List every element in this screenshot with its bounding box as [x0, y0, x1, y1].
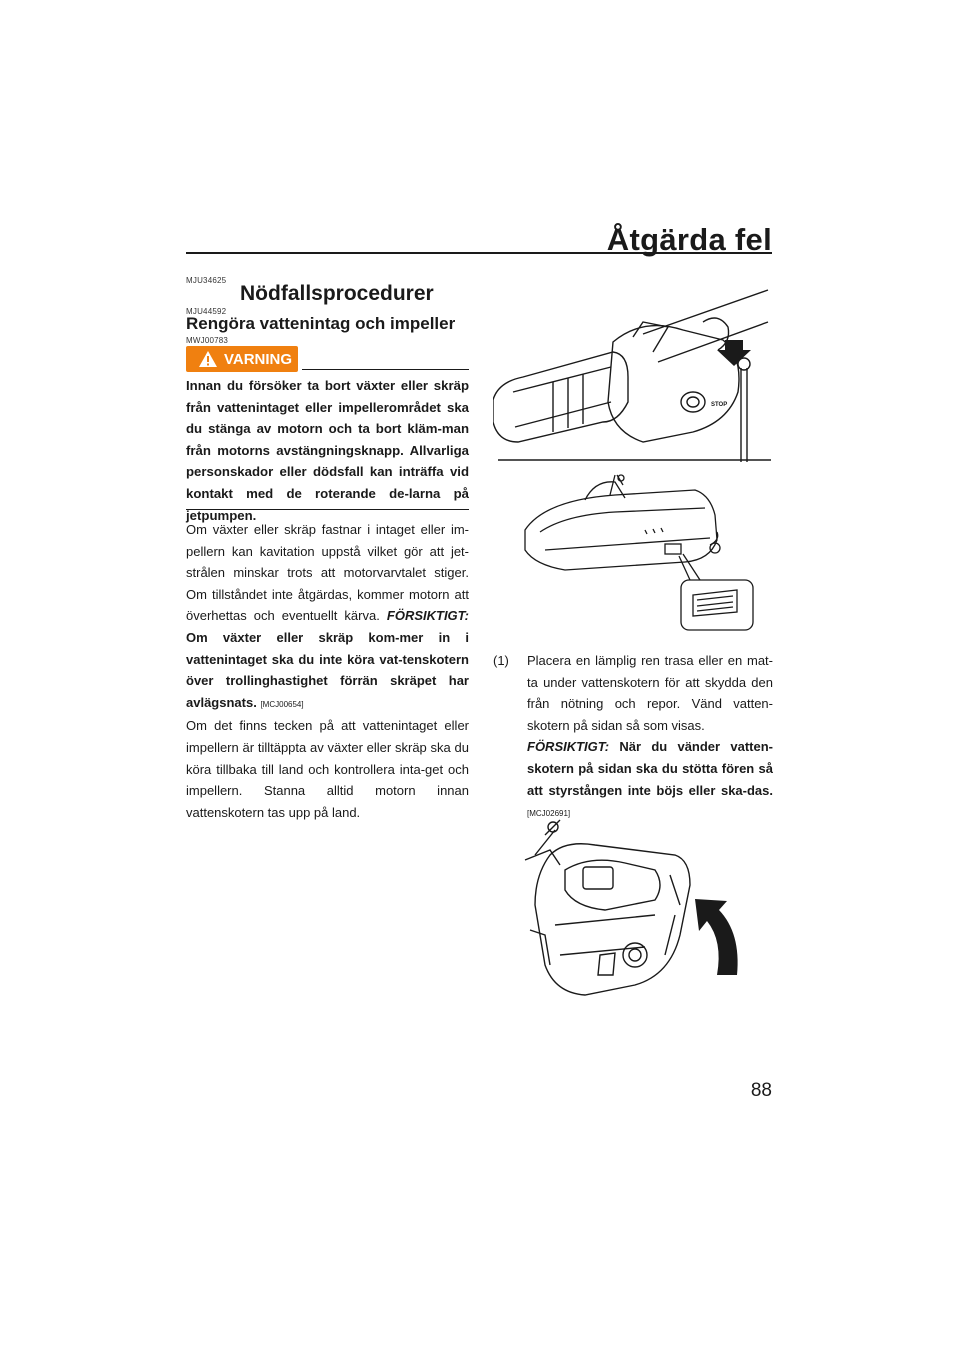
step-1 — [493, 650, 773, 825]
caution-text: Om växter eller skräp kom-mer in i vattenintaget ska du inte köra vat-tenskotern över trollinghastighet förrän skräpet har avlägsnats. — [186, 629, 469, 710]
chapter-title: Åtgärda fel — [606, 222, 772, 257]
body-text — [186, 519, 469, 823]
warning-badge — [186, 346, 298, 372]
body-paragraph-2: Om det finns tecken på att vattenintaget eller impellern är tilltäppta av växter eller skräp ska du köra tillbaka till land och kontrollera inta-get och impellern. Stanna alltid motorn innan vattenskotern tas upp på land. — [186, 718, 469, 820]
subsection-title: Rengöra vattenintag och impeller — [186, 314, 456, 333]
warning-rule-top — [302, 369, 469, 370]
caution-code: [MCJ00654] — [260, 699, 304, 709]
warning-triangle-icon — [198, 350, 218, 368]
page-number: 88 — [750, 1080, 772, 1101]
warning-code: MWJ00783 — [186, 336, 229, 345]
arrow-down-icon — [717, 340, 751, 366]
warning-label: VARNING — [224, 350, 293, 368]
curved-arrow-icon — [695, 899, 738, 975]
section-code: MJU34625 — [186, 276, 227, 285]
step-caution-label: FÖRSIKTIGT: — [527, 739, 610, 755]
warning-text: Innan du försöker ta bort växter eller skräp från vattenintaget eller impellerområdet ska du stänga av motorn och ta bort kläm-man från motorns avstängningsknapp. Allvarliga personskador eller dödsfall kan inträffa vid kontakt med de roterande de-larna på jetpumpen. — [186, 378, 469, 523]
handlebar-illustration — [493, 282, 773, 462]
jetski-side-illustration — [505, 470, 770, 645]
step-text: Placera en lämplig ren trasa eller en mat-ta under vattenskotern för att skydda den från nötning och repor. Vänd vatten-skotern på sidan så som visas. — [527, 653, 773, 733]
caution-label: FÖRSIKTIGT: — [386, 608, 469, 624]
stop-label: STOP — [711, 402, 728, 408]
section-title: Nödfallsprocedurer — [240, 282, 434, 305]
step-number: (1) — [493, 653, 509, 668]
warning-rule-bottom — [186, 509, 469, 510]
subsection-code: MJU44592 — [186, 307, 227, 316]
body-paragraph-1: Om växter eller skräp fastnar i intaget eller im-pellern kan kavitation uppstå vilket gör att jet-strålen minskar trots att motorvarvtalet stiger. Om tillståndet inte åtgärdas, kommer motorn att överhettas och eventuellt kärva. — [186, 522, 469, 624]
header-divider — [186, 252, 772, 254]
step-caution-text: När du vänder vatten-skotern på sidan ska du stötta fören så att styrstången inte böjs eller ska-das. — [527, 739, 773, 798]
step-caution-code: [MCJ02691] — [527, 809, 571, 819]
jetski-tilted-illustration — [505, 815, 755, 1000]
